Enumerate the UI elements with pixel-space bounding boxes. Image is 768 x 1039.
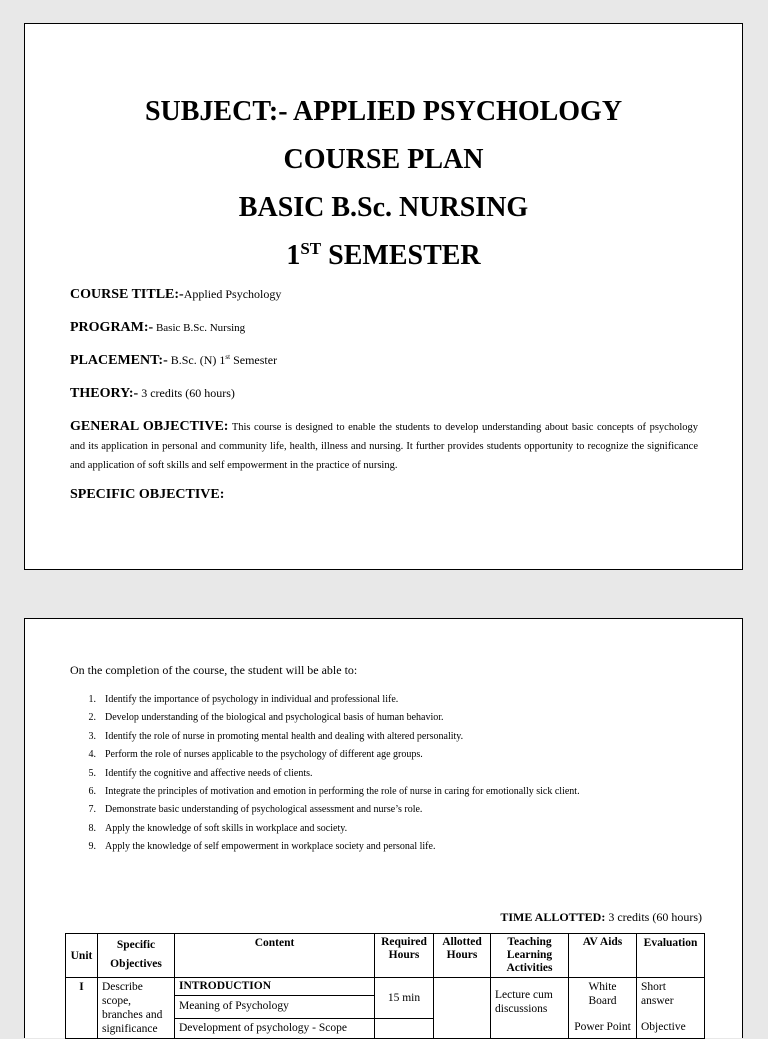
document-page-2 — [24, 618, 743, 1038]
cell-evaluation — [637, 978, 705, 1039]
placement-suffix: st — [225, 353, 231, 361]
header-av-aids: AV Aids — [569, 934, 637, 978]
objective-text: Apply the knowledge of soft skills in workplace and society. — [105, 822, 348, 834]
semester-suffix: ST — [300, 239, 322, 258]
objective-number: 7. — [88, 804, 96, 816]
course-title-field — [70, 287, 281, 303]
evaluation-short-answer: Short answer — [641, 981, 674, 1007]
specific-objective-field — [70, 487, 224, 503]
cell-content-heading: INTRODUCTION — [175, 978, 375, 996]
program-label: PROGRAM:- — [70, 320, 154, 335]
objective-item — [70, 709, 580, 727]
objective-text: Demonstrate basic understanding of psychological assessment and nurse’s role. — [105, 804, 423, 816]
subject-title: SUBJECT:- APPLIED PSYCHOLOGY — [144, 96, 623, 127]
objective-text: Develop understanding of the biological and psychological basis of human behavior. — [105, 712, 444, 724]
objective-number: 2. — [88, 712, 96, 724]
header-teaching-learning: Teaching Learning Activities — [491, 934, 569, 978]
header-specific-objectives: Specific Objectives — [98, 934, 175, 978]
objective-number: 4. — [88, 749, 96, 761]
header-content: Content — [175, 934, 375, 978]
cell-required-hours: 15 min — [375, 978, 434, 1019]
objective-item — [70, 691, 580, 709]
general-objective-text: This course is designed to enable the students to develop understanding about basic concepts of psychology and its application in personal and community life, health, illness and nursing. It further provides students opportunity to recognize the significance and application of soft skills and self empowerment in the practice of nursing. — [70, 422, 698, 471]
time-allotted-value: 3 credits (60 hours) — [605, 910, 702, 924]
av-aid-powerpoint: Power Point — [574, 1021, 631, 1033]
objective-item — [70, 783, 580, 801]
objective-number: 3. — [88, 730, 96, 742]
table-header-row — [66, 934, 705, 978]
evaluation-objective: Objective — [641, 1021, 686, 1033]
placement-field — [70, 353, 277, 369]
cell-av-aids — [569, 978, 637, 1039]
theory-field — [70, 386, 235, 402]
objective-text: Perform the role of nurses applicable to the psychology of different age groups. — [105, 749, 423, 761]
cell-content-item: Development of psychology - Scope — [175, 1018, 375, 1038]
course-plan-table — [65, 933, 705, 1039]
objective-item — [70, 728, 580, 746]
cell-objective: Describe scope, branches and significance — [98, 978, 175, 1039]
header-allotted-hours: Allotted Hours — [434, 934, 491, 978]
cell-allotted-hours — [434, 978, 491, 1039]
objective-item — [70, 746, 580, 764]
program-title: BASIC B.Sc. NURSING — [238, 192, 529, 223]
objective-text: Integrate the principles of motivation and emotion in performing the role of nurse in caring for emotionally sick client. — [105, 785, 580, 797]
cell-required-hours-empty — [375, 1018, 434, 1038]
semester-title — [25, 239, 742, 271]
objective-item — [70, 765, 580, 783]
objectives-intro: On the completion of the course, the student will be able to: — [70, 663, 358, 677]
placement-value: B.Sc. (N) 1 — [167, 353, 226, 367]
semester-number: 1 — [286, 240, 301, 271]
specific-objective-label: SPECIFIC OBJECTIVE: — [70, 487, 225, 502]
document-page-1 — [24, 23, 743, 570]
objective-number: 5. — [88, 767, 96, 779]
time-allotted-label: TIME ALLOTTED: — [500, 910, 606, 924]
program-field — [70, 320, 245, 336]
objective-text: Apply the knowledge of self empowerment in workplace society and personal life. — [105, 841, 436, 853]
objective-text: Identify the importance of psychology in individual and professional life. — [105, 694, 399, 705]
cell-content-item: Meaning of Psychology — [175, 996, 375, 1018]
program-value: Basic B.Sc. Nursing — [153, 322, 246, 334]
course-title-value: Applied Psychology — [183, 287, 282, 301]
objective-item — [70, 801, 580, 819]
cell-teaching-learning: Lecture cum discussions — [491, 978, 569, 1039]
objective-item — [70, 820, 580, 838]
cell-unit: I — [66, 978, 98, 1039]
objectives-list — [70, 691, 580, 857]
table-row — [66, 978, 705, 996]
theory-label: THEORY:- — [70, 386, 139, 401]
av-aid-whiteboard: White Board — [588, 981, 617, 1007]
header-unit: Unit — [66, 934, 98, 978]
objective-number: 9. — [88, 841, 96, 853]
objective-number: 6. — [88, 785, 96, 797]
course-plan-title: COURSE PLAN — [283, 144, 484, 175]
placement-label: PLACEMENT:- — [70, 353, 168, 368]
objective-number: 1. — [88, 694, 96, 705]
objective-text: Identify the role of nurse in promoting mental health and dealing with altered personality. — [105, 730, 464, 742]
header-required-hours: Required Hours — [375, 934, 434, 978]
semester-word: SEMESTER — [321, 240, 481, 271]
theory-value: 3 credits (60 hours) — [138, 386, 235, 400]
time-allotted — [500, 910, 702, 925]
objective-text: Identify the cognitive and affective needs of clients. — [105, 767, 313, 779]
placement-tail: Semester — [230, 353, 278, 367]
objective-item — [70, 838, 580, 856]
general-objective-label: GENERAL OBJECTIVE: — [70, 419, 229, 434]
header-evaluation: Evaluation — [637, 934, 705, 978]
objective-number: 8. — [88, 822, 96, 834]
general-objective — [70, 417, 698, 475]
course-title-label: COURSE TITLE:- — [70, 287, 184, 302]
